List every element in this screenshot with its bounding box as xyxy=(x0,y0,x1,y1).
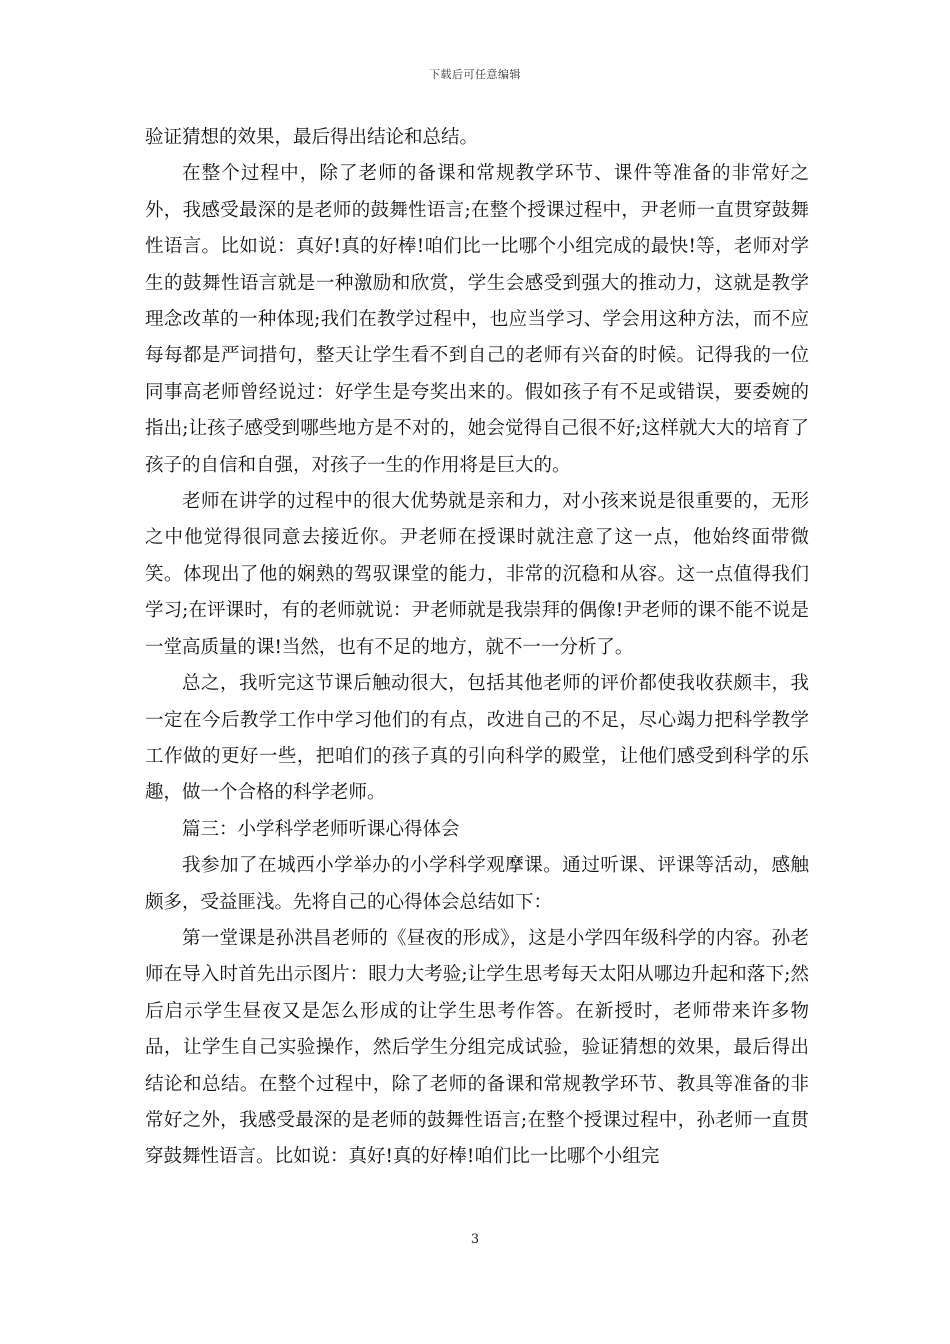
paragraph-teacher-affinity: 老师在讲学的过程中的很大优势就是亲和力，对小孩来说是很重要的，无形之中他觉得很同意去接近你。尹老师在授课时就注意了这一点，他始终面带微笑。体现出了他的娴熟的驾驭课堂的能力，非常的沉稳和从容。这一点值得我们学习;在评课时，有的老师就说：尹老师就是我崇拜的偶像!尹老师的课不能不说是一堂高质量的课!当然，也有不足的地方，就不一一分析了。 xyxy=(145,491,809,658)
page-header: 下载后可任意编辑 xyxy=(429,68,521,81)
paragraph-first-lesson: 第一堂课是孙洪昌老师的《昼夜的形成》，这是小学四年级科学的内容。孙老师在导入时首先出示图片：眼力大考验;让学生思考每天太阳从哪边升起和落下;然后启示学生昼夜又是怎么形成的让学生思考作答。在新授时，老师带来许多物品，让学生自己实验操作，然后学生分组完成试验，验证猜想的效果，最后得出结论和总结。在整个过程中，除了老师的备课和常规教学环节、教具等准备的非常好之外，我感受最深的是老师的鼓舞性语言;在整个授课过程中，孙老师一直贯穿鼓舞性语言。比如说：真好!真的好棒!咱们比一比哪个小组完 xyxy=(145,927,809,1168)
paragraph-summary: 总之，我听完这节课后触动很大，包括其他老师的评价都使我收获颇丰，我一定在今后教学工作中学习他们的有点，改进自己的不足，尽心竭力把科学教学工作做的更好一些，把咱们的孩子真的引向科学的殿堂，让他们感受到科学的乐趣，做一个合格的科学老师。 xyxy=(145,673,809,804)
document-body xyxy=(145,120,809,1176)
paragraph-observation-class: 我参加了在城西小学举办的小学科学观摩课。通过听课、评课等活动，感触颇多，受益匪浅。先将自己的心得体会总结如下： xyxy=(145,855,809,913)
page-number: 3 xyxy=(470,1232,480,1247)
section-heading-part-three: 篇三：小学科学老师听课心得体会 xyxy=(182,818,460,840)
paragraph-encouraging-language: 在整个过程中，除了老师的备课和常规教学环节、课件等准备的非常好之外，我感受最深的是老师的鼓舞性语言;在整个授课过程中，尹老师一直贯穿鼓舞性语言。比如说：真好!真的好棒!咱们比一比哪个小组完成的最快!等，老师对学生的鼓舞性语言就是一种激励和欣赏，学生会感受到强大的推动力，这就是教学理念改革的一种体现;我们在教学过程中，也应当学习、学会用这种方法，而不应每每都是严词措句，整天让学生看不到自己的老师有兴奋的时候。记得我的一位同事高老师曾经说过：好学生是夸奖出来的。假如孩子有不足或错误，要委婉的指出;让孩子感受到哪些地方是不对的，她会觉得自己很不好;这样就大大的培育了孩子的自信和自强，对孩子一生的作用将是巨大的。 xyxy=(145,163,809,476)
paragraph-continuation: 验证猜想的效果，最后得出结论和总结。 xyxy=(145,127,479,148)
